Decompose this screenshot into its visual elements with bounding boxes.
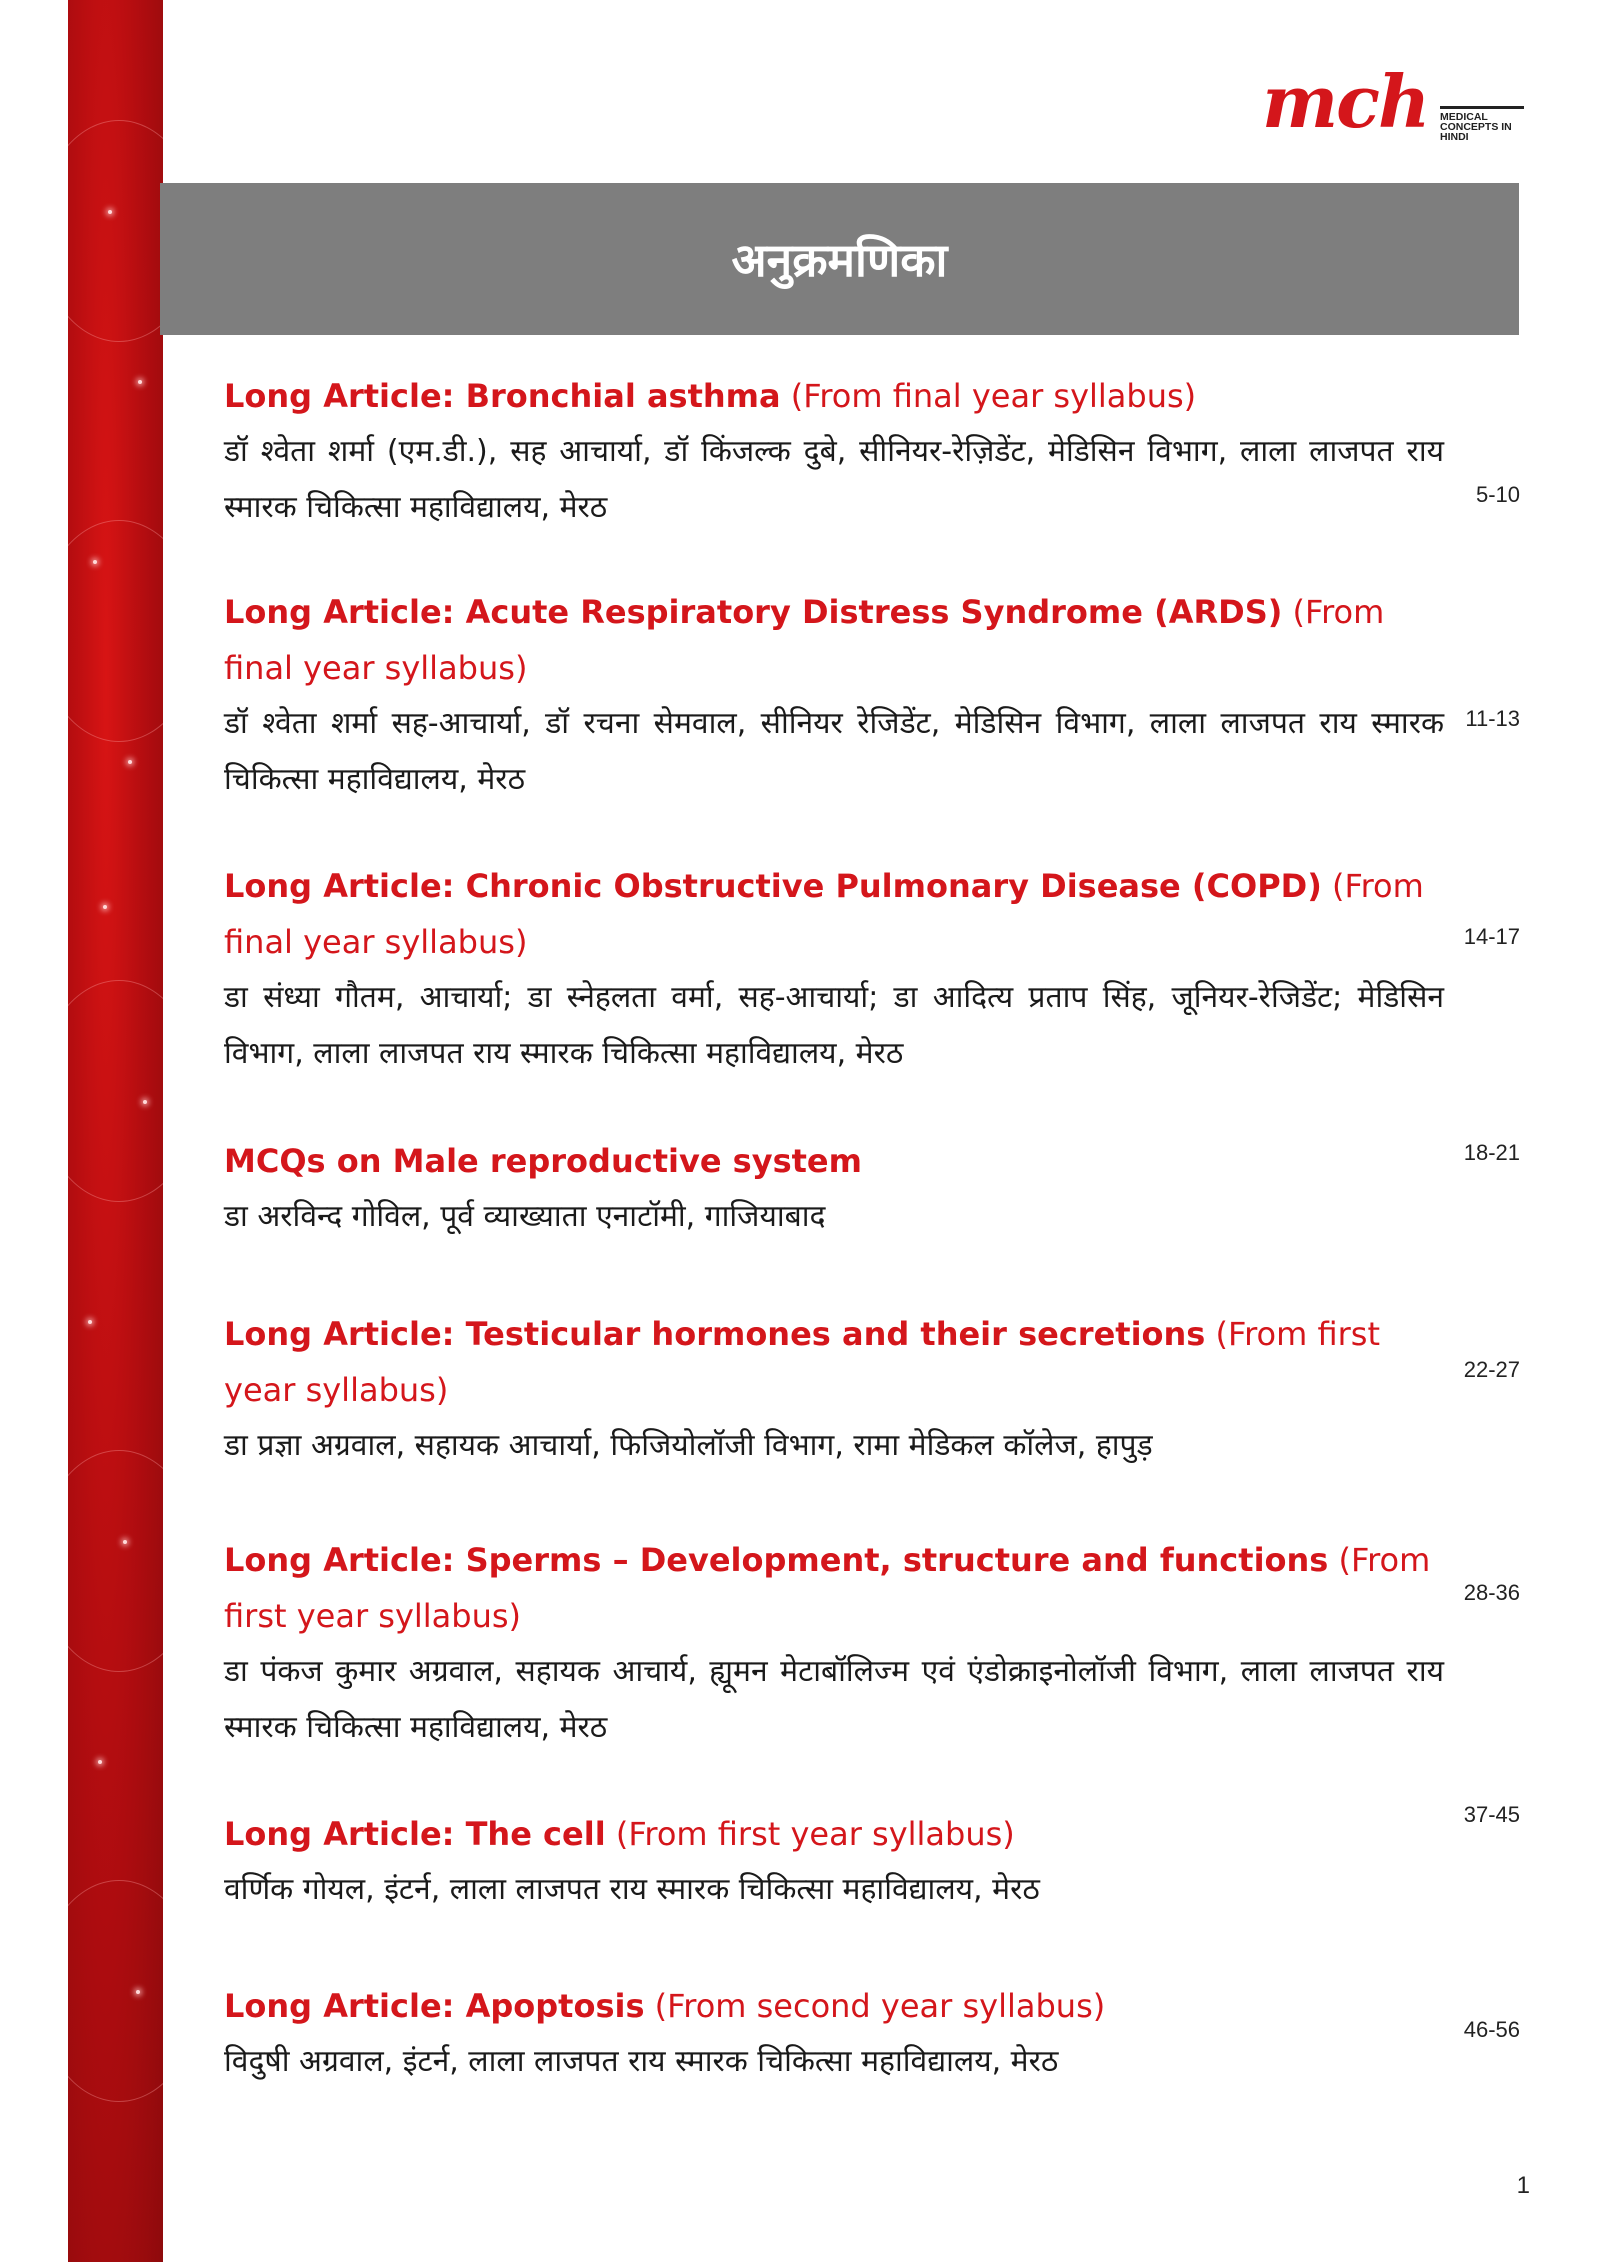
- entry-authors: डॉ श्वेता शर्मा (एम.डी.), सह आचार्या, डॉ किंजल्क दुबे, सीनियर-रेज़िडेंट, मेडिसिन विभाग, लाला लाजपत राय स्मारक चिकित्सा महाविद्यालय, मेरठ: [224, 434, 1444, 525]
- entry-heading: [224, 584, 1444, 696]
- entry-title: Long Article: Bronchial asthma: [224, 377, 781, 415]
- entry-heading: [224, 1806, 1444, 1862]
- entry-authors: वर्णिक गोयल, इंटर्न, लाला लाजपत राय स्मारक चिकित्सा महाविद्यालय, मेरठ: [224, 1872, 1040, 1907]
- decorative-side-band: [68, 0, 163, 2262]
- index-title-bar: [160, 183, 1519, 335]
- toc-entry-testicular-hormones[interactable]: [224, 1306, 1444, 1474]
- entry-authors: डा अरविन्द गोविल, पूर्व व्याख्याता एनाटॉमी, गाजियाबाद: [224, 1199, 826, 1234]
- mch-logo: [1262, 59, 1522, 164]
- toc-entry-apoptosis[interactable]: [224, 1978, 1444, 2090]
- logo-tagline-line-3: HINDI: [1440, 131, 1469, 143]
- entry-pages: 37-45: [1463, 1802, 1520, 1827]
- entry-pages: 46-56: [1463, 2017, 1520, 2042]
- entry-authors: विदुषी अग्रवाल, इंटर्न, लाला लाजपत राय स्मारक चिकित्सा महाविद्यालय, मेरठ: [224, 2044, 1059, 2079]
- entry-pages: 22-27: [1463, 1357, 1520, 1382]
- entry-heading: [224, 858, 1444, 970]
- entry-pages: 18-21: [1463, 1140, 1520, 1165]
- logo-tagline: [1440, 106, 1524, 142]
- entry-subtitle: (From final year syllabus): [790, 377, 1197, 415]
- entry-title: Long Article: Acute Respiratory Distress Syndrome (ARDS): [224, 593, 1283, 631]
- entry-heading: [224, 1532, 1444, 1644]
- entry-authors: डॉ श्वेता शर्मा सह-आचार्या, डॉ रचना सेमवाल, सीनियर रेजिडेंट, मेडिसिन विभाग, लाला लाजपत राय स्मारक चिकित्सा महाविद्यालय, मेरठ: [224, 706, 1444, 797]
- page-number: 1: [1516, 2172, 1530, 2199]
- entry-pages: 28-36: [1463, 1580, 1520, 1605]
- entry-subtitle: (From first year syllabus): [224, 1541, 1431, 1635]
- entry-subtitle: (From first year syllabus): [615, 1815, 1015, 1853]
- toc-entry-sperms[interactable]: [224, 1532, 1444, 1756]
- entry-heading: [224, 1978, 1444, 2034]
- logo-tagline-line-2: CONCEPTS IN: [1440, 121, 1512, 133]
- entry-subtitle: (From second year syllabus): [654, 1987, 1106, 2025]
- toc-entry-copd[interactable]: [224, 858, 1444, 1082]
- entry-title: Long Article: Apoptosis: [224, 1987, 645, 2025]
- toc-entry-mcqs[interactable]: [224, 1133, 1444, 1245]
- page-title: अनुक्रमणिका: [731, 233, 948, 287]
- entry-pages: 5-10: [1475, 482, 1520, 507]
- logo-tagline-line-1: MEDICAL: [1440, 111, 1488, 123]
- entry-authors: डा प्रज्ञा अग्रवाल, सहायक आचार्या, फिजियोलॉजी विभाग, रामा मेडिकल कॉलेज, हापुड़: [224, 1428, 1153, 1463]
- entry-subtitle: (From final year syllabus): [224, 593, 1385, 687]
- entry-heading: [224, 1133, 1444, 1189]
- entry-heading: [224, 1306, 1444, 1418]
- entry-title: Long Article: The cell: [224, 1815, 606, 1853]
- entry-title: MCQs on Male reproductive system: [224, 1142, 862, 1180]
- entry-title: Long Article: Chronic Obstructive Pulmonary Disease (COPD): [224, 867, 1322, 905]
- entry-authors: डा पंकज कुमार अग्रवाल, सहायक आचार्य, ह्यूमन मेटाबॉलिज्म एवं एंडोक्राइनोलॉजी विभाग, लाला लाजपत राय स्मारक चिकित्सा महाविद्यालय, मेरठ: [224, 1654, 1444, 1745]
- logo-mark: mch: [1262, 59, 1429, 144]
- toc-entry-ards[interactable]: [224, 584, 1444, 808]
- entry-authors: डा संध्या गौतम, आचार्या; डा स्नेहलता वर्मा, सह-आचार्या; डा आदित्य प्रताप सिंह, जूनियर-रेजिडेंट; मेडिसिन विभाग, लाला लाजपत राय स्मारक चिकित्सा महाविद्यालय, मेरठ: [224, 980, 1444, 1071]
- entry-subtitle: (From final year syllabus): [224, 867, 1424, 961]
- entry-title: Long Article: Testicular hormones and their secretions: [224, 1315, 1206, 1353]
- toc-entry-the-cell[interactable]: [224, 1806, 1444, 1918]
- toc-entry-bronchial-asthma[interactable]: [224, 368, 1444, 536]
- entry-pages: 14-17: [1463, 924, 1520, 949]
- entry-subtitle: (From first year syllabus): [224, 1315, 1380, 1409]
- entry-pages: 11-13: [1465, 706, 1520, 731]
- entry-heading: [224, 368, 1444, 424]
- entry-title: Long Article: Sperms – Development, structure and functions: [224, 1541, 1329, 1579]
